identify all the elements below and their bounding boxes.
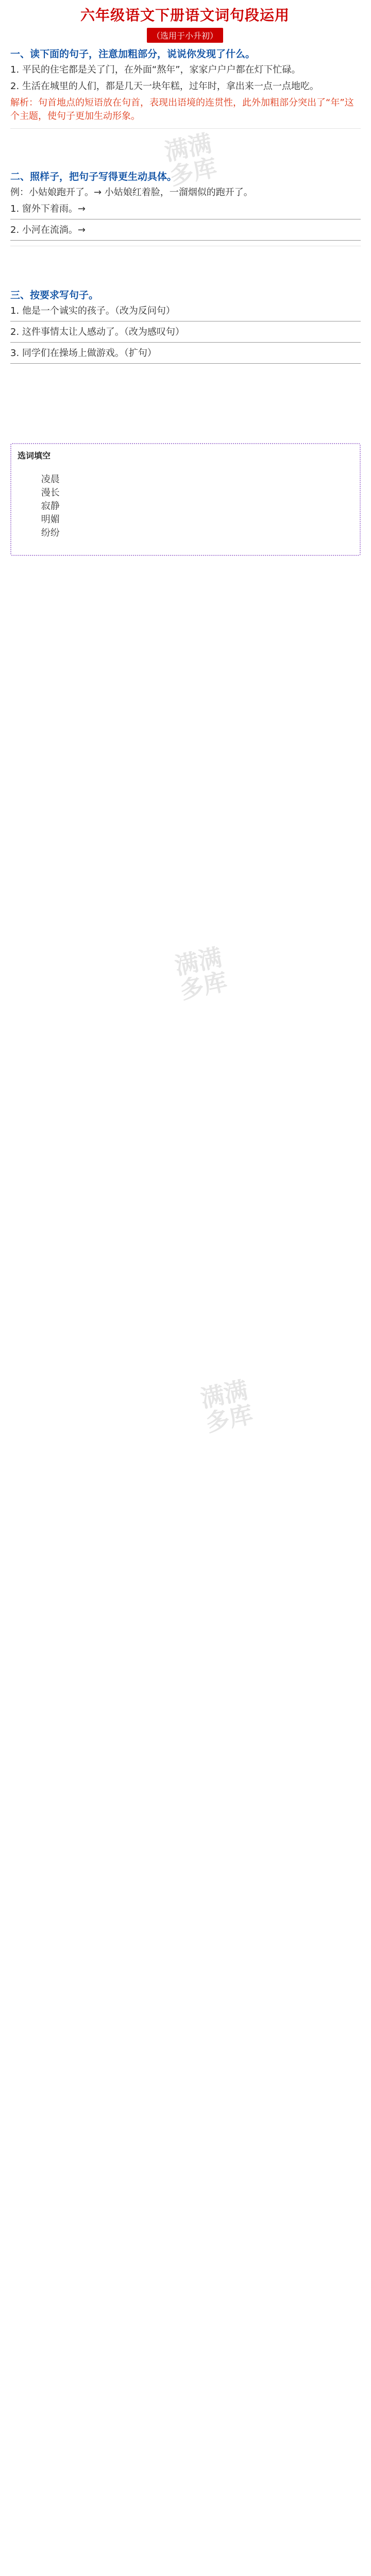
question-line: 1. 窗外下着雨。→ (10, 203, 86, 214)
question-line: 2. 小河在流淌。→ (10, 224, 86, 235)
question-line: 1. 他是一个诚实的孩子。（改为反问句） (10, 305, 175, 316)
question-line: 2. 生活在城里的人们，都是几天一块年糕，过年时，拿出来一点一点地吃。 (10, 80, 319, 92)
choice-word: 凌晨 (41, 474, 60, 485)
choice-bank (10, 438, 361, 561)
choice-words (18, 461, 353, 550)
answer-line[interactable] (10, 342, 361, 343)
choice-box (10, 443, 361, 556)
choice-word: 明媚 (41, 514, 60, 525)
choice-word: 纷纷 (41, 528, 60, 538)
document-subtitle: （选用于小升初） (147, 28, 223, 43)
section-1 (10, 47, 361, 134)
question-heading: 三、按要求写句子。 (10, 290, 99, 301)
question-line: 3. 同学们在操场上做游戏。（扩句） (10, 347, 157, 359)
answer-line[interactable] (10, 240, 361, 241)
section-2 (10, 170, 361, 251)
question-heading: 一、读下面的句子，注意加粗部分，说说你发现了什么。 (10, 48, 256, 60)
watermark: 满满多库 (198, 1376, 256, 1437)
analysis-text: 解析：句首地点的短语放在句首，表现出语境的连贯性，此外加粗部分突出了“年”这个主题，使句子更加生动形象。 (10, 97, 354, 122)
question-line: 例：小姑娘跑开了。→ 小姑娘红着脸，一溜烟似的跑开了。 (10, 187, 253, 198)
document-title: 六年级语文下册语文词句段运用 (80, 7, 290, 24)
choice-word: 漫长 (41, 487, 60, 498)
watermark: 满满多库 (162, 129, 220, 191)
watermark: 满满多库 (172, 943, 230, 1005)
choice-label: 选词填空 (18, 451, 51, 461)
divider (10, 128, 361, 129)
question-line: 2. 这件事情太让人感动了。（改为感叹句） (10, 326, 184, 337)
page-title (28, 4, 342, 43)
question-line: 1. 平民的住宅都是关了门，在外面“熬年”，家家户户户都在灯下忙碌。 (10, 64, 301, 75)
question-heading: 二、照样子，把句子写得更生动具体。 (10, 171, 177, 182)
choice-word: 寂静 (41, 501, 60, 512)
section-3 (10, 289, 361, 368)
answer-line[interactable] (10, 363, 361, 364)
